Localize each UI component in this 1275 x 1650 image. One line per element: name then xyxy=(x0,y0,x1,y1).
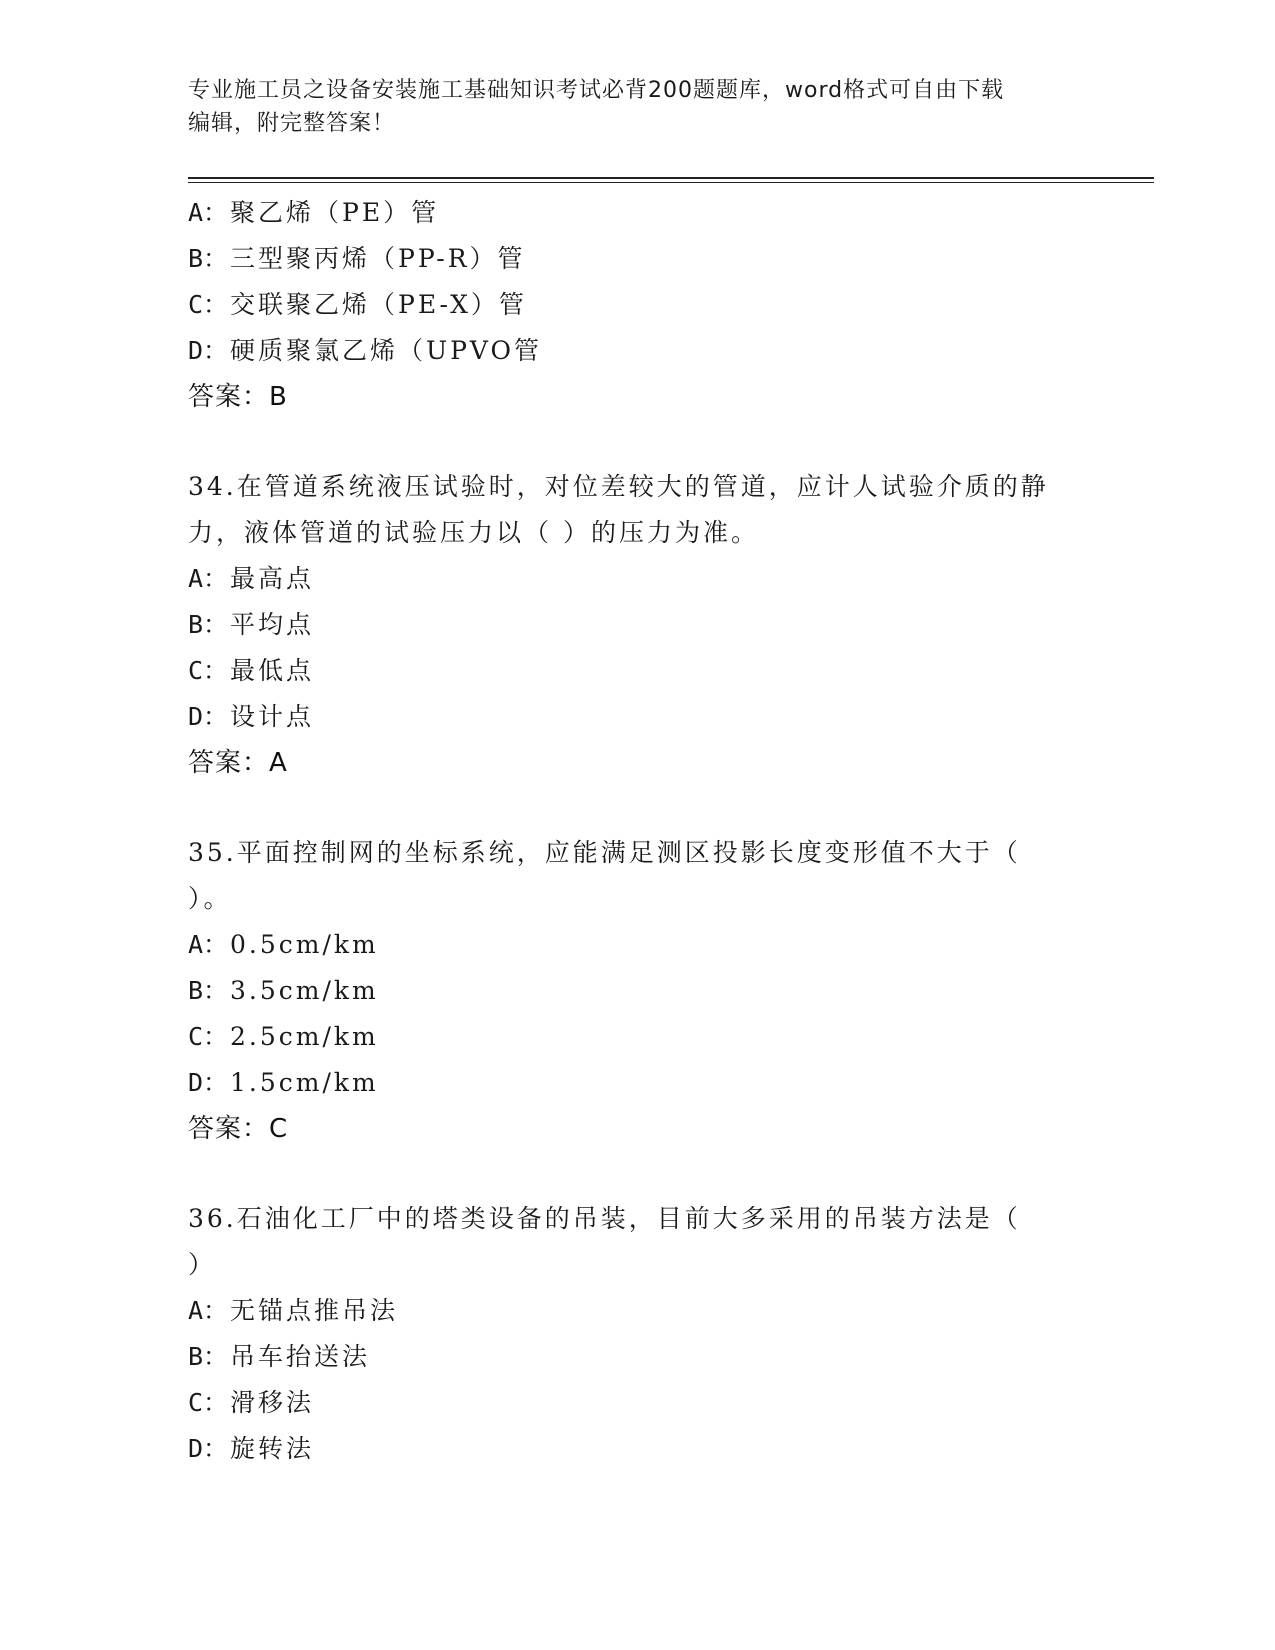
question-36-option-b xyxy=(188,1334,1088,1380)
option-text: 2.5cm/km xyxy=(230,1022,379,1051)
question-33-option-a xyxy=(188,190,1088,236)
question-35-answer: 答案：C xyxy=(188,1114,289,1144)
question-34-text-line-2: 力，液体管道的试验压力以（ ）的压力为准。 xyxy=(188,518,759,547)
question-33-option-d xyxy=(188,328,1088,374)
question-35-option-a xyxy=(188,922,1088,968)
header-rule-thick xyxy=(188,177,1154,179)
option-text: 设计点 xyxy=(230,702,315,731)
option-letter: B： xyxy=(188,1342,229,1371)
option-letter: C： xyxy=(188,656,229,685)
question-34-option-c xyxy=(188,648,1088,694)
question-33-option-c xyxy=(188,282,1088,328)
option-text: 0.5cm/km xyxy=(230,930,379,959)
option-letter: B： xyxy=(188,244,229,273)
question-34-option-b xyxy=(188,602,1088,648)
option-text: 3.5cm/km xyxy=(230,976,379,1005)
question-36-text-line-1: 36.石油化工厂中的塔类设备的吊装，目前大多采用的吊装方法是（ xyxy=(188,1204,1021,1233)
header-rule-thin xyxy=(188,182,1154,183)
question-33-answer: 答案：B xyxy=(188,382,288,412)
question-35 xyxy=(188,830,1088,1152)
option-letter: C： xyxy=(188,1022,229,1051)
question-34-answer: 答案：A xyxy=(188,748,288,778)
option-text: 旋转法 xyxy=(230,1434,315,1463)
question-35-option-d xyxy=(188,1060,1088,1106)
question-34-option-a xyxy=(188,556,1088,602)
question-36-option-c xyxy=(188,1380,1088,1426)
option-letter: A： xyxy=(188,930,229,959)
option-text: 1.5cm/km xyxy=(230,1068,379,1097)
option-letter: D： xyxy=(188,1434,229,1463)
question-35-text-line-1: 35.平面控制网的坐标系统，应能满足测区投影长度变形值不大于（ xyxy=(188,838,1021,867)
option-letter: B： xyxy=(188,610,229,639)
question-34-option-d xyxy=(188,694,1088,740)
option-text: 聚乙烯（PE）管 xyxy=(230,198,440,227)
option-letter: C： xyxy=(188,290,229,319)
question-content xyxy=(188,190,1088,1472)
option-text: 滑移法 xyxy=(230,1388,315,1417)
option-letter: A： xyxy=(188,198,229,227)
option-letter: D： xyxy=(188,1068,229,1097)
question-33 xyxy=(188,190,1088,420)
header-title-line-1: 专业施工员之设备安装施工基础知识考试必背200题题库，word格式可自由下载 xyxy=(188,78,1005,103)
option-text: 最低点 xyxy=(230,656,315,685)
option-text: 吊车抬送法 xyxy=(230,1342,371,1371)
option-letter: D： xyxy=(188,336,229,365)
option-letter: A： xyxy=(188,564,229,593)
option-text: 交联聚乙烯（PE-X）管 xyxy=(230,290,527,319)
document-header xyxy=(188,74,1068,140)
question-33-option-b xyxy=(188,236,1088,282)
option-text: 三型聚丙烯（PP-R）管 xyxy=(230,244,526,273)
question-36-option-d xyxy=(188,1426,1088,1472)
question-35-option-c xyxy=(188,1014,1088,1060)
option-text: 平均点 xyxy=(230,610,315,639)
question-35-text-line-2: ）。 xyxy=(188,884,232,913)
question-34-text-line-1: 34.在管道系统液压试验时，对位差较大的管道，应计人试验介质的静 xyxy=(188,472,1049,501)
option-text: 硬质聚氯乙烯（UPVO管 xyxy=(230,336,543,365)
question-36-text-line-2: ） xyxy=(188,1250,217,1279)
question-36 xyxy=(188,1196,1088,1472)
header-title-line-2: 编辑，附完整答案！ xyxy=(188,111,396,136)
option-letter: C： xyxy=(188,1388,229,1417)
option-letter: B： xyxy=(188,976,229,1005)
option-letter: D： xyxy=(188,702,229,731)
question-35-option-b xyxy=(188,968,1088,1014)
option-letter: A： xyxy=(188,1296,229,1325)
question-34 xyxy=(188,464,1088,786)
option-text: 无锚点推吊法 xyxy=(230,1296,399,1325)
option-text: 最高点 xyxy=(230,564,315,593)
question-36-option-a xyxy=(188,1288,1088,1334)
